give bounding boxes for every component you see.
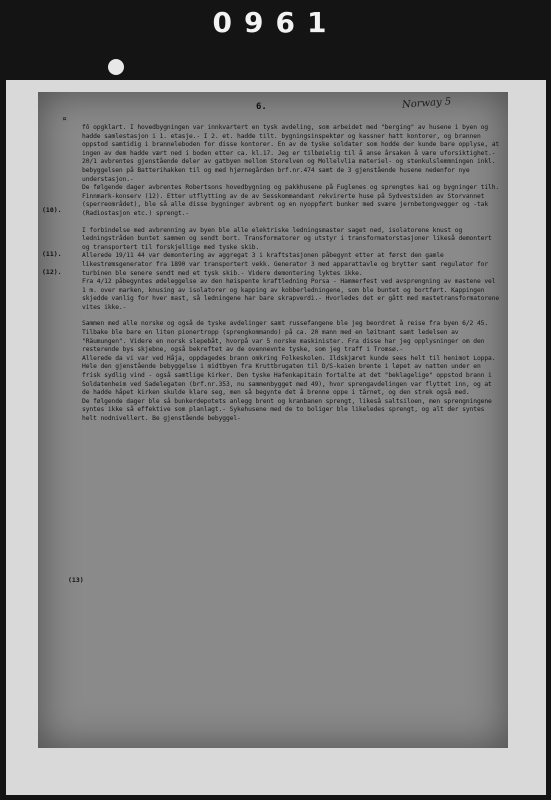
paragraph: Fra 4/12 påbegyntes ødeleggelse av den høispente kraftledning Porsa - Hammerfest ved avsprengning av mastene vel 1 m. over marken, knusing av isolatorer og kapping av kobberledningene, som ble buntet og bortført. Kappingen skjedde vanlig for hver mast, så ledningene har bare skrapverdi.- Hvorledes det er gått med mastetransformatorene vites ikke.- [82,278,503,311]
paragraph: fô opgklart. I hovedbygningen var innkvartert en tysk avdeling, som arbeidet med "berging" av husene i byen og hadde samlestasjon i 1. etasje.- I 2. et. hadde tilt. bygningsinspektør og kassner hatt kontorer, og brannen oppstod samtidig i branneleboden for disse kontorer. En av de tyske soldater som hodde der kunde bare opplyse, at ingen av dem hadde vært ned i boden etter ca. kl.17. Jeg er tilbøielig til å anse årsaken å være uforsiktighet.- [82,124,503,157]
paragraph: De følgende dager avbrentes Robertsons hovedbygning og pakkhusene på Fuglenes og sprengtes kai og bygninger tilh. Finnmark-konserv (12). Etter utflytting av de av Sesskommandant rekvirerte huse på Sydvestsiden av Storvannet (sperreområdet), ble så alle disse bygninger avbrent og en nyoppført bunker med svære jernbetongvegger og -tak (Radiostasjon etc.) sprengt.- [82,184,503,217]
margin-note: (10). [42,206,62,214]
frame-number: 0961 [212,6,339,39]
handwritten-reference: Norway 5 [401,96,452,111]
paragraph: De følgende dager ble så bunkerdepotets anlegg brent og kranbanen sprengt, likeså saltsiloen, men sprengningene syntes ikke så effektive som planlagt.- Sykehusene med de to boliger ble likeledes sprengt, og alt der syntes helt nodnivellert. Be gjenstående bebyggel- [82,397,496,422]
page-number: 6. [256,102,267,112]
margin-tick: ¤ [62,114,67,123]
punch-hole [108,59,124,75]
paragraph: I forbindelse med avbrenning av byen ble alle elektriske ledningsmaster saget ned, isolatorene knust og ledningstråden buntet sammen og sendt bort. Transformatorer og utstyr i transformatorstasjoner likeså demontert og transportert til forskjellige med tyske skib. [82,226,496,251]
paragraph: Sammen med alle norske og også de tyske avdelinger samt russefangene ble jeg beordret å reise fra byen 6/2 45. Tilbake ble bare en liten pionertropp (sprengkommando) på ca. 20 mann med en løitnant samt ledelsen av "Räumungen". Videre en norsk slepebåt, hvorpå var 5 norske maskinister. Fra disse har jeg opplysninger om den resterende bys skjebne, også bekreftet av de ovennevnte tyske, som jeg traff i Tromsø.- [82,320,492,354]
paragraph-gap [82,219,502,227]
body-text [82,124,502,424]
paragraph: 20/1 avbrentes gjenstående deler av gatbyen mellom Storelven og Mollelvlia materiel- og stenkulslemmningen inkl. bebyggelsen på Batterihakken til og med hjørnegården brf.nr.474 samt de 3 gjenstående husene nedenfor nye understasjon.- [82,158,500,183]
paragraph: Allerede 19/11 44 var demontering av aggregat 3 i kraftstasjonen påbegynt etter at først den gamle likestrømsgenerator fra 1890 var transportert vekk. Generator 3 med apparattavle og brytter samt regulator for turbinen ble senere sendt med et tysk skib.- Videre demontering lyktes ikke. [82,252,492,277]
margin-note: (11). [42,250,62,258]
margin-note: (13) [68,576,84,584]
paragraph: Allerede da vi var ved Håja, oppdagedes brann omkring Folkeskolen. Ildskjæret kunde sees helt til henimot Loppa. Hele den gjenstående bebyggelse i midtbyen fra Kruttbrugaten til D/S-kaien brente i løpet av natten under en frisk sydlig vind - også samtlige kirker. Den tyske Hafenkapitain fortalte at det "beklagelige" oppstod brann i Soldatenheim ved Sadelegaten (brf.nr.353, nu sammenbygget med 49), hvor sprengavdelingen var flyttet inn, og at de hadde håpet kirken skulde klare seg, men så begynte det å brenne oppe i tårnet, og den strek også med. [82,354,500,397]
document-page [38,92,508,748]
margin-note: (12). [42,268,62,276]
